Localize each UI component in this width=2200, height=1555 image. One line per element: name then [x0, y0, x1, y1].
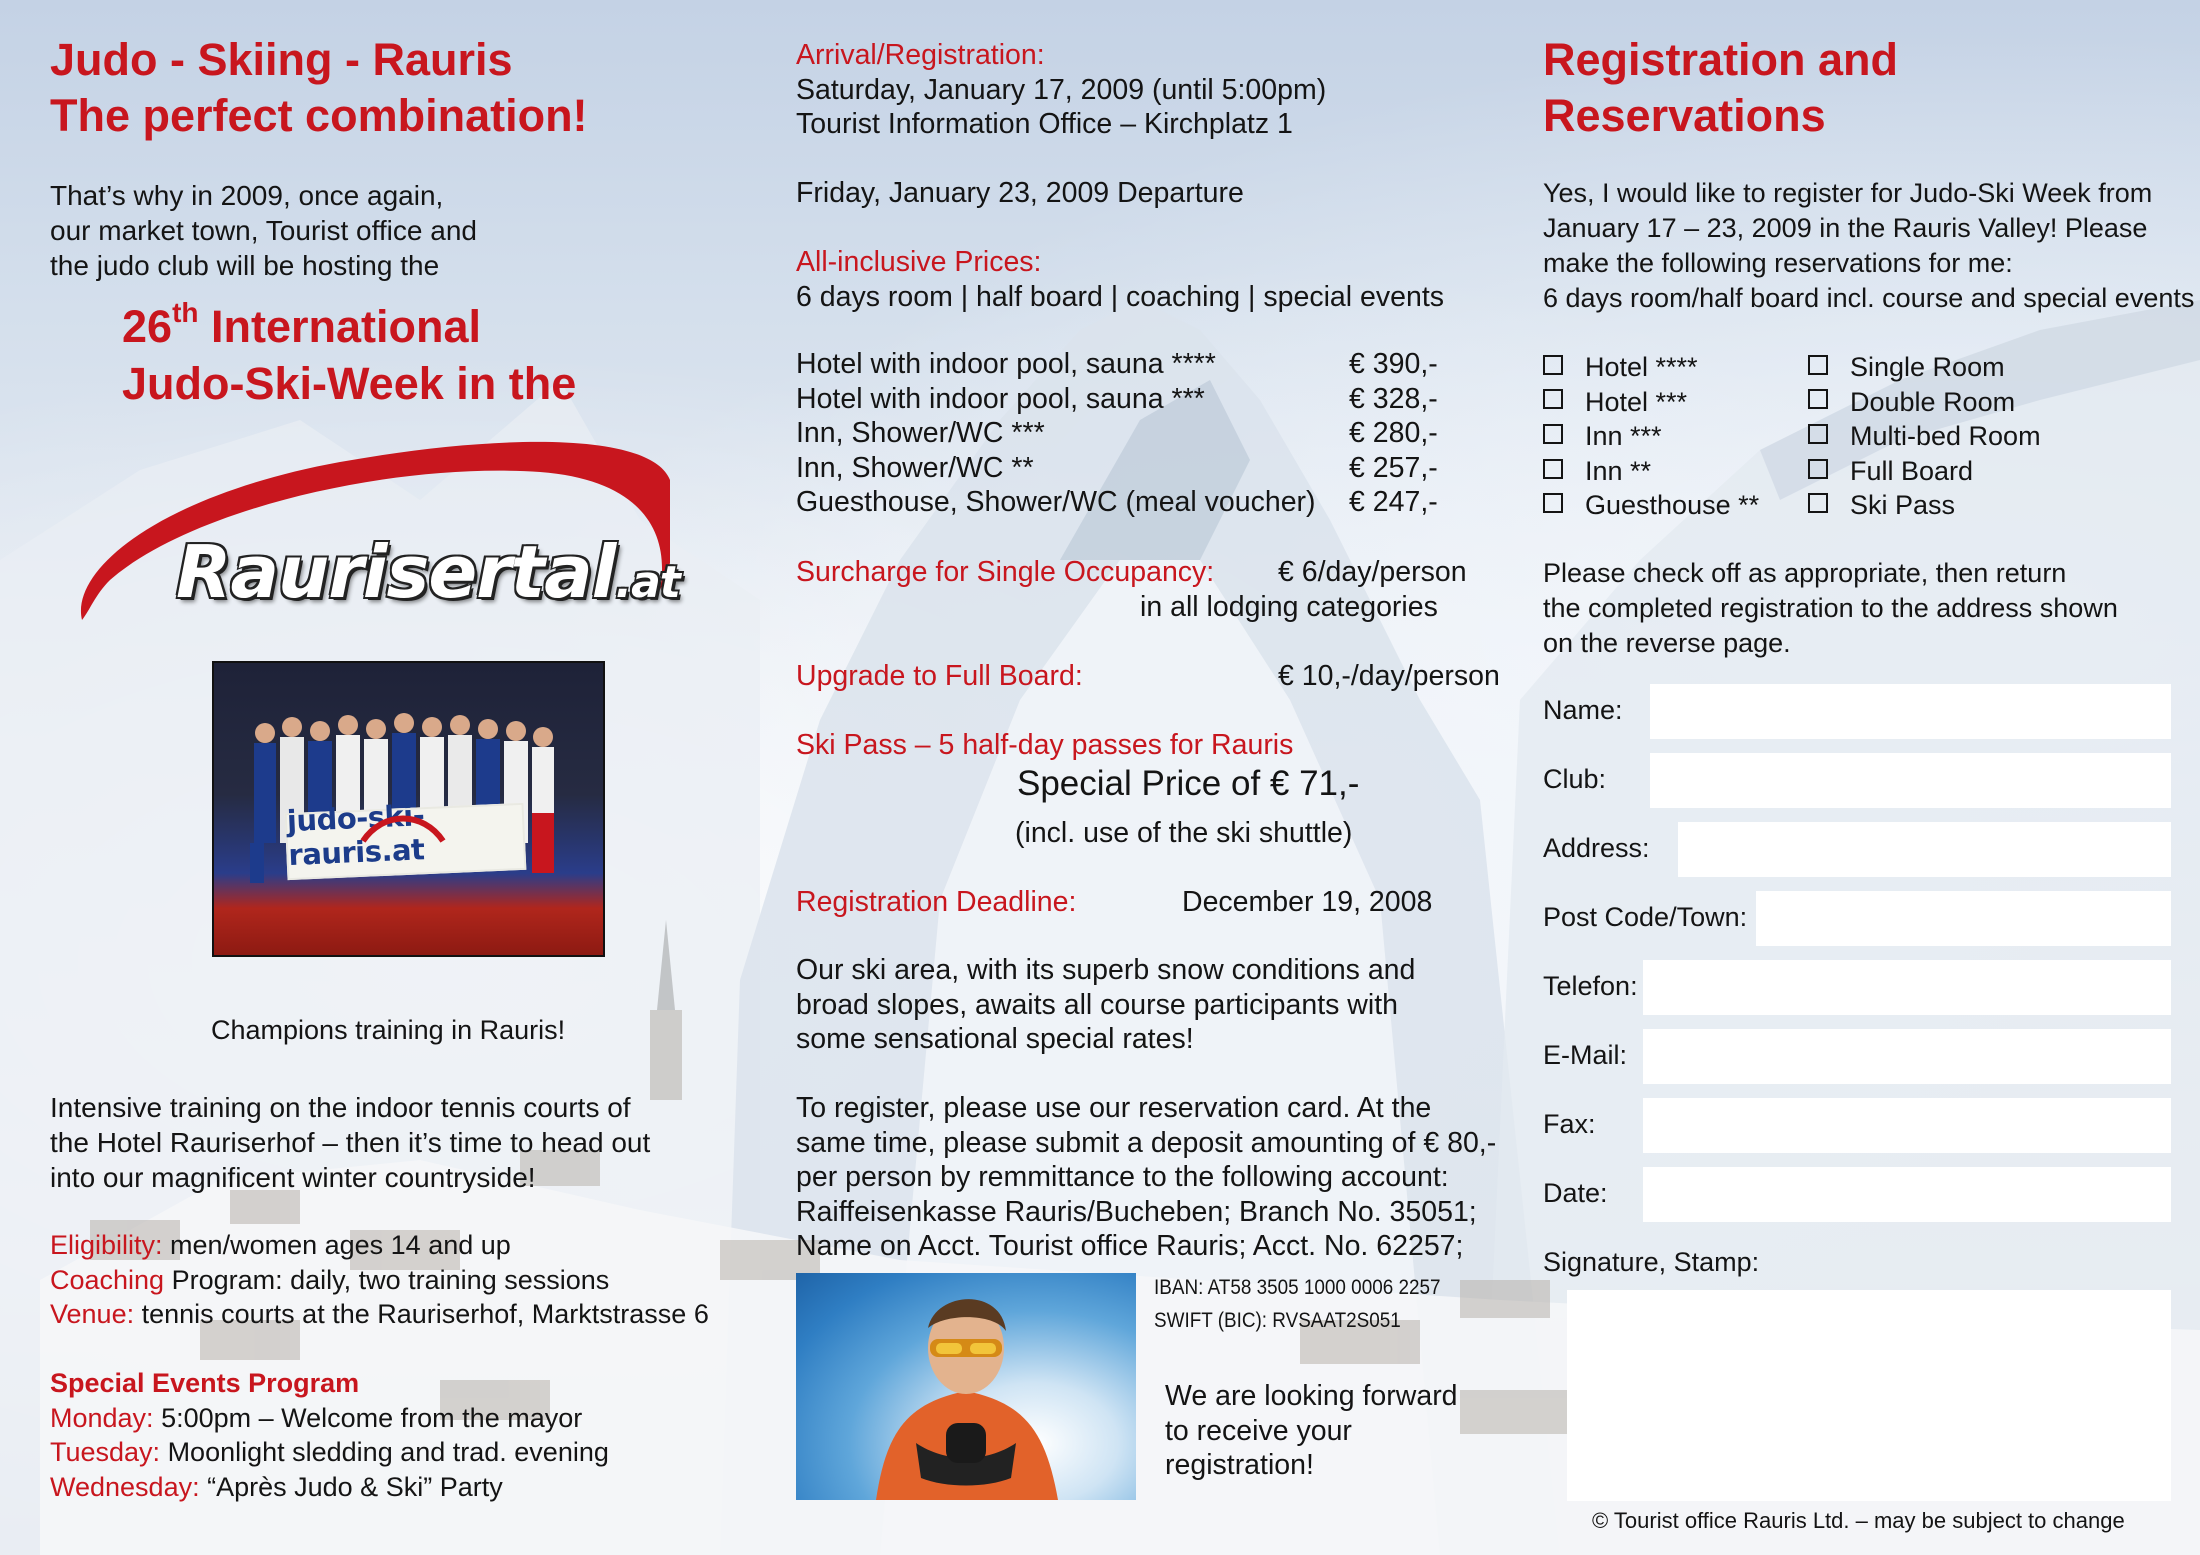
register-line: per person by remmittance to the following account: [796, 1161, 1449, 1194]
intro-line: make the following reservations for me: [1543, 248, 2013, 278]
price-value: € 280,- [1349, 417, 1438, 450]
event-heading [122, 298, 576, 412]
deadline-row [796, 885, 1496, 921]
address-field[interactable] [1678, 822, 2171, 877]
logo-text: Raurisertal [176, 530, 616, 614]
option-label: Hotel **** [1585, 352, 1698, 382]
checkbox-inn-2[interactable] [1543, 454, 1759, 489]
option-label: Inn ** [1585, 455, 1652, 486]
checkbox-hotel-4[interactable] [1543, 350, 1759, 385]
price-name: Inn, Shower/WC *** [796, 417, 1045, 450]
event-text: Moonlight sledding and trad. evening [160, 1437, 609, 1467]
option-label: Guesthouse ** [1585, 490, 1760, 521]
deadline-value: December 19, 2008 [1182, 886, 1433, 918]
closing-line: to receive your [1165, 1414, 1352, 1447]
registration-title-line-1: Registration and [1543, 34, 1899, 85]
option-label: Single Room [1850, 352, 2005, 382]
prices-label: All-inclusive Prices: [796, 246, 1042, 278]
event-wednesday [50, 1470, 609, 1505]
name-field[interactable] [1650, 684, 2171, 739]
closing-line: registration! [1165, 1449, 1314, 1482]
instruction-line: on the reverse page. [1543, 628, 1791, 658]
training-line: the Hotel Rauriserhof – then it’s time to head out [50, 1127, 651, 1158]
price-name: Hotel with indoor pool, sauna *** [796, 382, 1205, 415]
upgrade-label: Upgrade to Full Board: [796, 660, 1083, 692]
skipass-label [796, 728, 1293, 763]
arrival-date: Saturday, January 17, 2009 (until 5:00pm) [796, 73, 1327, 106]
ski-line: broad slopes, awaits all course participants with [796, 988, 1398, 1021]
detail-label: Coaching [50, 1264, 165, 1295]
arrival-section [796, 38, 1326, 142]
checkbox-inn-3[interactable] [1543, 419, 1759, 454]
detail-text: men/women ages 14 and up [162, 1230, 511, 1260]
checkbox-icon[interactable] [1543, 493, 1563, 513]
detail-venue [50, 1297, 709, 1332]
event-day: Monday: [50, 1402, 154, 1433]
checkbox-guesthouse-2[interactable] [1543, 488, 1759, 523]
upgrade-row [796, 659, 1516, 695]
event-monday [50, 1401, 609, 1436]
option-label: Hotel *** [1585, 386, 1688, 417]
event-text: “Après Judo & Ski” Party [199, 1471, 503, 1502]
skipass-heading: Ski Pass – 5 half-day passes for Rauris [796, 729, 1294, 761]
event-heading-line-2: Judo-Ski-Week in the [122, 358, 577, 409]
checkbox-hotel-3[interactable] [1543, 385, 1759, 420]
option-label: Inn *** [1585, 421, 1662, 452]
checkbox-multi-bed-room[interactable] [1808, 419, 2041, 454]
iban: IBAN: AT58 3505 1000 0006 2257 [1154, 1276, 1441, 1299]
event-number: 26 [122, 301, 173, 352]
flyer-title [50, 32, 588, 144]
prices-section [796, 245, 1444, 314]
title-line-2: The perfect combination! [50, 90, 588, 141]
price-row [796, 347, 1456, 382]
signature-stamp-field[interactable] [1567, 1290, 2171, 1501]
arrival-label: Arrival/Registration: [796, 39, 1045, 71]
judo-team-photo [212, 661, 605, 957]
training-line: into our magnificent winter countryside! [50, 1162, 536, 1193]
copyright-note: © Tourist office Rauris Ltd. – may be subject to change [1592, 1508, 2125, 1533]
fax-field[interactable] [1643, 1098, 2171, 1153]
prices-subtitle: 6 days room | half board | coaching | special events [796, 280, 1444, 313]
event-heading-line-1: International [198, 301, 482, 352]
intro-text [50, 178, 477, 283]
price-name: Guesthouse, Shower/WC (meal voucher) [796, 486, 1316, 519]
detail-label: Venue: [50, 1299, 135, 1329]
detail-label: Eligibility: [50, 1230, 163, 1260]
club-field[interactable] [1650, 753, 2171, 808]
option-label: Multi-bed Room [1850, 421, 2041, 452]
closing-line: We are looking forward [1165, 1380, 1458, 1412]
skipass-note: (incl. use of the ski shuttle) [1015, 817, 1353, 849]
field-label-address: Address: [1543, 833, 1650, 863]
checkbox-icon[interactable] [1808, 493, 1828, 513]
deadline-label: Registration Deadline: [796, 886, 1077, 918]
checkbox-icon[interactable] [1808, 355, 1828, 375]
raurisertal-logo [70, 440, 680, 630]
field-label-email: E-Mail: [1543, 1040, 1628, 1070]
detail-text: Program: daily, two training sessions [164, 1264, 610, 1295]
surcharge-row [796, 555, 1496, 591]
detail-coaching [50, 1263, 709, 1298]
field-label-date: Date: [1543, 1178, 1608, 1208]
register-text [796, 1091, 1496, 1264]
instruction-line: Please check off as appropriate, then return [1543, 558, 2067, 588]
banner-text: judo-ski-rauris.at [286, 798, 426, 873]
price-value: € 328,- [1349, 382, 1438, 415]
option-label: Ski Pass [1850, 490, 1956, 521]
bank-codes [1154, 1271, 1441, 1337]
price-row [796, 382, 1456, 417]
events-heading: Special Events Program [50, 1368, 360, 1398]
registration-title [1543, 32, 1898, 144]
email-field[interactable] [1643, 1029, 2171, 1084]
training-text [50, 1090, 650, 1195]
checkbox-icon[interactable] [1543, 389, 1563, 409]
departure-text: Friday, January 23, 2009 Departure [796, 177, 1244, 209]
swift: SWIFT (BIC): RVSAAT2S051 [1154, 1309, 1401, 1332]
checkbox-ski-pass[interactable] [1808, 488, 2041, 523]
checkbox-icon[interactable] [1808, 424, 1828, 444]
closing-text [1165, 1379, 1458, 1483]
field-label-name: Name: [1543, 695, 1623, 725]
photo-caption: Champions training in Rauris! [211, 1015, 566, 1045]
surcharge-label: Surcharge for Single Occupancy: [796, 556, 1215, 588]
event-day: Tuesday: [50, 1437, 161, 1467]
arrival-location: Tourist Information Office – Kirchplatz 1 [796, 108, 1293, 141]
telefon-field[interactable] [1643, 960, 2171, 1015]
event-tuesday [50, 1435, 609, 1470]
price-row [796, 485, 1456, 520]
surcharge-value: € 6/day/person [1278, 556, 1467, 588]
price-name: Hotel with indoor pool, sauna **** [796, 348, 1216, 380]
training-line: Intensive training on the indoor tennis courts of [50, 1092, 631, 1123]
checkbox-icon[interactable] [1543, 424, 1563, 444]
option-label: Full Board [1850, 455, 1974, 486]
intro-line: January 17 – 23, 2009 in the Rauris Valley! Please [1543, 213, 2148, 243]
register-line: same time, please submit a deposit amounting of € 80,- [796, 1126, 1497, 1159]
instruction-line: the completed registration to the address shown [1543, 593, 2118, 623]
price-value: € 247,- [1349, 486, 1438, 519]
intro-line: 6 days room/half board incl. course and special events [1543, 283, 2195, 313]
event-day: Wednesday: [50, 1471, 200, 1502]
registration-title-line-2: Reservations [1543, 90, 1826, 141]
intro-line: our market town, Tourist office and [50, 215, 477, 246]
event-text: 5:00pm – Welcome from the mayor [153, 1402, 583, 1433]
event-ordinal: th [172, 297, 199, 328]
checkbox-double-room[interactable] [1808, 385, 2041, 420]
price-name: Inn, Shower/WC ** [796, 451, 1034, 484]
postcode-town-field[interactable] [1756, 891, 2171, 946]
checkbox-single-room[interactable] [1808, 350, 2041, 385]
details-list [50, 1228, 709, 1332]
register-line: To register, please use our reservation card. At the [796, 1092, 1432, 1124]
intro-line: That’s why in 2009, once again, [50, 180, 444, 211]
field-label-postcode: Post Code/Town: [1543, 902, 1748, 932]
surcharge-note: in all lodging categories [1140, 591, 1438, 623]
checkbox-full-board[interactable] [1808, 454, 2041, 489]
ski-line: some sensational special rates! [796, 1023, 1194, 1056]
detail-text: tennis courts at the Rauriserhof, Marktstrasse 6 [134, 1299, 709, 1329]
lodging-options [1543, 350, 1759, 523]
signature-label: Signature, Stamp: [1543, 1247, 1760, 1277]
skipass-price: Special Price of € 71,- [1017, 764, 1360, 803]
price-value: € 257,- [1349, 451, 1438, 484]
room-options [1808, 350, 2041, 523]
field-label-fax: Fax: [1543, 1109, 1596, 1139]
logo-suffix: .at [615, 557, 680, 608]
detail-eligibility [50, 1228, 709, 1263]
upgrade-value: € 10,-/day/person [1278, 660, 1500, 692]
ski-area-text [796, 953, 1415, 1057]
price-row [796, 416, 1456, 451]
registration-intro [1543, 176, 2194, 316]
intro-line: Yes, I would like to register for Judo-Ski Week from [1543, 178, 2153, 208]
register-line: Raiffeisenkasse Rauris/Bucheben; Branch No. 35051; [796, 1195, 1477, 1228]
check-instructions [1543, 556, 2118, 661]
price-row [796, 451, 1456, 486]
checkbox-icon[interactable] [1808, 389, 1828, 409]
checkbox-icon[interactable] [1808, 459, 1828, 479]
skier-photo [796, 1273, 1136, 1500]
price-list [796, 347, 1456, 520]
field-label-club: Club: [1543, 764, 1607, 794]
option-label: Double Room [1850, 386, 2016, 417]
register-line: Name on Acct. Tourist office Rauris; Acct. No. 62257; [796, 1230, 1464, 1263]
checkbox-icon[interactable] [1543, 355, 1563, 375]
field-label-telefon: Telefon: [1543, 971, 1638, 1001]
events-program [50, 1366, 609, 1504]
ski-line: Our ski area, with its superb snow conditions and [796, 954, 1416, 986]
date-field[interactable] [1643, 1167, 2171, 1222]
price-value: € 390,- [1349, 348, 1438, 380]
title-line-1: Judo - Skiing - Rauris [50, 34, 513, 85]
banner-logo-icon [358, 811, 448, 847]
intro-line: the judo club will be hosting the [50, 250, 440, 281]
checkbox-icon[interactable] [1543, 459, 1563, 479]
